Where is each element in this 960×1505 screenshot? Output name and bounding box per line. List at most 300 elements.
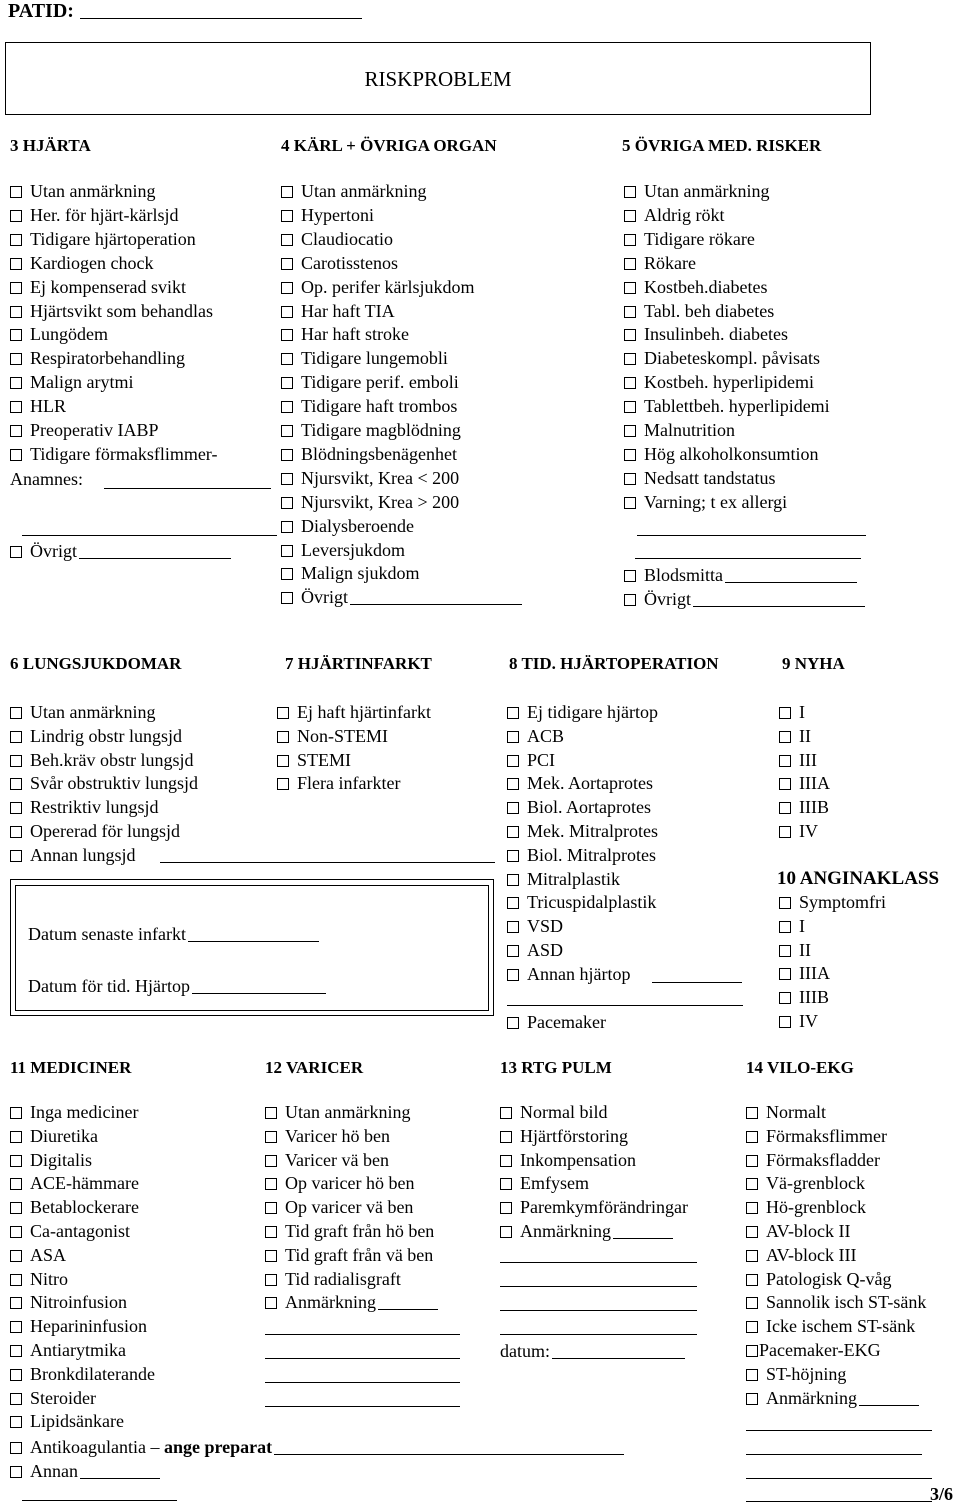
section8-item[interactable] [507,916,563,936]
checkbox-icon[interactable] [277,731,289,743]
section11-item[interactable] [10,1269,68,1289]
checkbox-icon[interactable] [265,1250,277,1262]
anticoagulant-field[interactable] [274,1438,624,1455]
section11-item[interactable] [10,1388,96,1408]
section12-item[interactable] [265,1126,390,1146]
checkbox-icon[interactable] [281,473,293,485]
anamnes-field-2[interactable] [22,535,277,536]
section14-item[interactable] [746,1292,926,1312]
checkbox-icon[interactable] [10,1226,22,1238]
section-14-blank-line-2[interactable] [746,1454,922,1455]
section8-item[interactable] [507,750,555,770]
section5-item[interactable] [624,253,696,273]
checkbox-icon[interactable] [746,1274,758,1286]
checkbox-icon[interactable] [281,545,293,557]
section12-item-field[interactable] [378,1293,438,1310]
checkbox-icon[interactable] [779,992,791,1004]
section3-item[interactable] [10,205,178,225]
checkbox-icon[interactable] [281,258,293,270]
checkbox-icon[interactable] [624,449,636,461]
checkbox-icon[interactable] [10,1393,22,1405]
section-12-blank-line-1[interactable] [265,1334,460,1335]
section9-item[interactable] [779,821,818,841]
section14-item[interactable] [746,1173,865,1193]
checkbox-icon[interactable] [10,1442,22,1454]
checkbox-icon[interactable] [265,1274,277,1286]
section3-item[interactable] [10,181,155,201]
anamnes-label: Anamnes: [10,469,83,489]
section-11-blank-line[interactable] [22,1500,177,1501]
checkbox-icon[interactable] [507,707,519,719]
section5-item[interactable] [624,229,755,249]
section7-item[interactable] [277,773,400,793]
section6-item[interactable] [10,797,159,817]
section9-item[interactable] [779,797,829,817]
checkbox-icon[interactable] [281,186,293,198]
section8-item[interactable] [507,797,651,817]
section4-item[interactable] [281,181,426,201]
section14-item[interactable] [746,1364,846,1384]
section11-item[interactable] [10,1316,147,1336]
checkbox-icon[interactable] [281,497,293,509]
section3-item[interactable] [10,253,153,273]
section13-item[interactable] [500,1173,589,1193]
checkbox-icon[interactable] [281,329,293,341]
section4-item[interactable] [281,372,459,392]
checkbox-icon[interactable] [624,234,636,246]
checkbox-icon[interactable] [746,1345,758,1357]
checkbox-icon[interactable] [265,1202,277,1214]
section4-item[interactable] [281,205,374,225]
latest-infarct-date-field[interactable] [188,925,319,942]
checkbox-icon[interactable] [281,521,293,533]
section13-item[interactable] [500,1197,688,1217]
section4-item[interactable] [281,396,457,416]
section4-item[interactable] [281,444,457,464]
section14-item[interactable] [746,1197,866,1217]
checkbox-icon[interactable] [10,778,22,790]
checkbox-icon[interactable] [265,1155,277,1167]
section8-item[interactable] [507,702,658,722]
section4-item[interactable] [281,324,409,344]
checkbox-icon[interactable] [10,546,22,558]
section3-item[interactable] [10,372,133,392]
checkbox-icon[interactable] [779,802,791,814]
checkbox-icon[interactable] [10,1178,22,1190]
section5-item[interactable] [624,492,787,512]
section11-item[interactable] [10,1150,92,1170]
section-8-blank-line[interactable] [507,1005,743,1006]
section13-item[interactable] [500,1221,673,1241]
checkbox-icon[interactable] [10,234,22,246]
section3-item[interactable] [10,444,217,464]
checkbox-icon[interactable] [507,826,519,838]
checkbox-icon[interactable] [10,401,22,413]
checkbox-icon[interactable] [281,353,293,365]
section10-item[interactable] [779,963,830,983]
checkbox-icon[interactable] [281,592,293,604]
section14-item[interactable] [746,1150,880,1170]
checkbox-icon[interactable] [10,826,22,838]
checkbox-icon[interactable] [624,186,636,198]
section9-item[interactable] [779,702,805,722]
checkbox-icon[interactable] [10,1297,22,1309]
section4-item-label: Malign sjukdom [301,563,420,584]
checkbox-icon[interactable] [500,1155,512,1167]
checkbox-icon[interactable] [624,401,636,413]
checkbox-icon[interactable] [746,1202,758,1214]
section12-item[interactable] [265,1150,389,1170]
checkbox-icon[interactable] [500,1107,512,1119]
checkbox-icon[interactable] [779,921,791,933]
checkbox-icon[interactable] [10,755,22,767]
section-14-blank-line-4[interactable] [746,1501,932,1502]
section-3-other-field[interactable] [79,542,231,559]
section4-item[interactable] [281,563,420,583]
section4-item[interactable] [281,420,461,440]
checkbox-icon[interactable] [507,731,519,743]
section8-item[interactable] [507,892,656,912]
checkbox-icon[interactable] [507,969,519,981]
checkbox-icon[interactable] [277,778,289,790]
section5-item[interactable] [624,277,767,297]
section6-item[interactable] [10,773,198,793]
checkbox-icon[interactable] [779,778,791,790]
section-13-blank-line-1[interactable] [500,1262,697,1263]
section11-item[interactable] [10,1173,139,1193]
checkbox-icon[interactable] [10,802,22,814]
checkbox-icon[interactable] [624,594,636,606]
section5-item[interactable] [624,181,769,201]
section3-item[interactable] [10,348,185,368]
checkbox-icon[interactable] [624,473,636,485]
section-3-other[interactable] [10,541,231,561]
checkbox-icon[interactable] [281,377,293,389]
checkbox-icon[interactable] [746,1321,758,1333]
checkbox-icon[interactable] [500,1202,512,1214]
section-12-blank-line-2[interactable] [265,1358,460,1359]
section3-item[interactable] [10,277,186,297]
checkbox-icon[interactable] [265,1226,277,1238]
checkbox-icon[interactable] [507,778,519,790]
checkbox-icon[interactable] [624,282,636,294]
section12-item[interactable] [265,1173,414,1193]
section-5-blank-line-2[interactable] [635,558,861,559]
section7-item[interactable] [277,750,351,770]
section4-item[interactable] [281,516,414,536]
section-13-blank-line-3[interactable] [500,1310,697,1311]
checkbox-icon[interactable] [624,377,636,389]
checkbox-icon[interactable] [265,1178,277,1190]
section5-item[interactable] [624,348,820,368]
blood-infection-field[interactable] [725,566,857,583]
section14-item-label: AV-block III [766,1244,857,1265]
rtg-date-field[interactable] [552,1342,685,1359]
section4-item[interactable] [281,301,395,321]
section14-item-label: Vä-grenblock [766,1173,865,1194]
section8-item[interactable] [507,940,563,960]
section10-item[interactable] [779,1011,818,1031]
section6-item[interactable] [10,726,182,746]
checkbox-icon[interactable] [779,945,791,957]
checkbox-icon[interactable] [507,921,519,933]
section7-item[interactable] [277,702,431,722]
checkbox-icon[interactable] [746,1107,758,1119]
section11-item[interactable] [10,1221,130,1241]
section9-item-label: IV [799,821,818,841]
section3-item[interactable] [10,229,196,249]
checkbox-icon[interactable] [746,1297,758,1309]
section11-item[interactable] [10,1364,155,1384]
section11-item[interactable] [10,1197,139,1217]
section12-item[interactable] [265,1292,438,1312]
section13-item-field[interactable] [613,1222,673,1239]
section13-item-label: Hjärtförstoring [520,1125,628,1146]
anamnes-field[interactable] [104,488,271,489]
checkbox-icon[interactable] [746,1393,758,1405]
checkbox-icon[interactable] [779,897,791,909]
checkbox-icon[interactable] [10,186,22,198]
section12-item[interactable] [265,1197,413,1217]
section14-item[interactable] [746,1245,857,1265]
section-5-other-field[interactable] [693,590,865,607]
checkbox-icon[interactable] [10,258,22,270]
section14-item[interactable] [746,1102,826,1122]
checkbox-icon[interactable] [281,568,293,580]
section14-item-field[interactable] [859,1389,919,1406]
section9-item-label: III [799,749,817,770]
checkbox-icon[interactable] [10,1369,22,1381]
checkbox-icon[interactable] [10,1202,22,1214]
checkbox-icon[interactable] [507,755,519,767]
checkbox-icon[interactable] [500,1131,512,1143]
section5-item[interactable] [624,324,788,344]
checkbox-icon[interactable] [281,282,293,294]
section14-item[interactable] [746,1388,919,1408]
checkbox-icon[interactable] [500,1226,512,1238]
section9-item[interactable] [779,726,811,746]
checkbox-icon[interactable] [281,234,293,246]
section8-item[interactable] [507,726,564,746]
section14-item[interactable] [746,1269,892,1289]
section11-item[interactable] [10,1126,98,1146]
checkbox-icon[interactable] [10,377,22,389]
section8-item[interactable] [507,845,656,865]
section6-item[interactable] [10,750,194,770]
checkbox-icon[interactable] [281,401,293,413]
checkbox-icon[interactable] [746,1178,758,1190]
section7-item[interactable] [277,726,388,746]
section3-item[interactable] [10,301,213,321]
checkbox-icon[interactable] [281,210,293,222]
checkbox-icon[interactable] [779,968,791,980]
section4-item[interactable] [281,277,474,297]
anticoagulant-item[interactable] [10,1437,624,1457]
checkbox-icon[interactable] [500,1178,512,1190]
section12-item[interactable] [265,1245,433,1265]
section9-item[interactable] [779,773,830,793]
section6-item-label: Annan lungsjd [30,844,136,865]
section3-item[interactable] [10,396,66,416]
checkbox-icon[interactable] [10,850,22,862]
checkbox-icon[interactable] [10,1466,22,1478]
checkbox-icon[interactable] [507,945,519,957]
checkbox-icon[interactable] [779,1016,791,1028]
section-12-blank-line-4[interactable] [265,1406,460,1407]
checkbox-icon[interactable] [507,1017,519,1029]
blood-infection-item[interactable] [624,565,857,585]
section12-item-label: Anmärkning [285,1292,376,1313]
section6-item[interactable] [10,845,136,865]
section6-item[interactable] [10,821,180,841]
checkbox-icon[interactable] [10,1345,22,1357]
checkbox-icon[interactable] [624,570,636,582]
checkbox-icon[interactable] [624,306,636,318]
checkbox-icon[interactable] [281,425,293,437]
section4-item[interactable] [281,229,393,249]
section-11-other[interactable] [10,1461,160,1481]
checkbox-icon[interactable] [624,210,636,222]
checkbox-icon[interactable] [10,1321,22,1333]
section13-item[interactable] [500,1126,628,1146]
section-5-blank-line-1[interactable] [637,535,866,536]
checkbox-icon[interactable] [624,329,636,341]
checkbox-icon[interactable] [10,1250,22,1262]
section11-item[interactable] [10,1102,138,1122]
section13-item[interactable] [500,1102,608,1122]
section14-item[interactable] [746,1221,851,1241]
section3-item[interactable] [10,324,108,344]
section-14-blank-line-1[interactable] [746,1430,932,1431]
checkbox-icon[interactable] [281,449,293,461]
checkbox-icon[interactable] [507,897,519,909]
section5-item[interactable] [624,396,830,416]
checkbox-icon[interactable] [779,826,791,838]
section4-item[interactable] [281,468,459,488]
checkbox-icon[interactable] [265,1131,277,1143]
checkbox-icon[interactable] [10,707,22,719]
section10-item[interactable] [779,892,886,912]
checkbox-icon[interactable] [10,306,22,318]
section5-item[interactable] [624,420,735,440]
section-11-other-field[interactable] [80,1462,160,1479]
checkbox-icon[interactable] [265,1297,277,1309]
checkbox-icon[interactable] [265,1107,277,1119]
section11-item[interactable] [10,1245,66,1265]
checkbox-icon[interactable] [10,731,22,743]
checkbox-icon[interactable] [277,755,289,767]
section12-item[interactable] [265,1102,410,1122]
section3-item-label: Respiratorbehandling [30,348,185,369]
checkbox-icon[interactable] [10,210,22,222]
checkbox-icon[interactable] [10,1107,22,1119]
section8-item[interactable] [507,773,653,793]
section-13-blank-line-4[interactable] [500,1334,697,1335]
pacemaker-item[interactable] [507,1012,606,1032]
checkbox-icon[interactable] [10,353,22,365]
section5-item[interactable] [624,444,819,464]
section-13-blank-line-2[interactable] [500,1286,697,1287]
checkbox-icon[interactable] [624,425,636,437]
checkbox-icon[interactable] [281,306,293,318]
other-heart-op-field[interactable] [652,982,742,983]
checkbox-icon[interactable] [277,707,289,719]
section4-item[interactable] [281,253,398,273]
section8-item[interactable] [507,869,620,889]
section11-item[interactable] [10,1340,126,1360]
checkbox-icon[interactable] [10,1416,22,1428]
checkbox-icon[interactable] [10,425,22,437]
checkbox-icon[interactable] [10,329,22,341]
section10-item[interactable] [779,916,805,936]
checkbox-icon[interactable] [746,1369,758,1381]
section12-item[interactable] [265,1269,401,1289]
checkbox-icon[interactable] [507,850,519,862]
section-5-other[interactable] [624,589,865,609]
section-14-blank-line-3[interactable] [746,1478,932,1479]
section4-item[interactable] [281,492,459,512]
section6-item[interactable] [10,702,155,722]
checkbox-icon[interactable] [10,449,22,461]
section4-item[interactable] [281,348,448,368]
section-6-header: 6 LUNGSJUKDOMAR [10,654,182,673]
patient-id-field[interactable] [80,18,362,19]
section9-item[interactable] [779,750,817,770]
checkbox-icon[interactable] [507,874,519,886]
checkbox-icon[interactable] [507,802,519,814]
checkbox-icon[interactable] [10,1155,22,1167]
section3-item[interactable] [10,420,158,440]
section8-item[interactable] [507,964,632,984]
other-lung-disease-field[interactable] [160,862,495,863]
section13-item-label: Anmärkning [520,1221,611,1241]
checkbox-icon[interactable] [10,1274,22,1286]
checkbox-icon[interactable] [746,1131,758,1143]
section12-item-label: Varicer vä ben [285,1149,389,1170]
section4-item-field[interactable] [350,588,522,605]
section5-item[interactable] [624,205,725,225]
checkbox-icon[interactable] [779,731,791,743]
checkbox-icon[interactable] [746,1226,758,1238]
section11-item[interactable] [10,1411,124,1431]
section14-item[interactable] [746,1126,887,1146]
section8-item[interactable] [507,821,658,841]
checkbox-icon[interactable] [624,353,636,365]
checkbox-icon[interactable] [10,1131,22,1143]
section5-item[interactable] [624,468,775,488]
section4-item[interactable] [281,540,405,560]
checkbox-icon[interactable] [624,497,636,509]
checkbox-icon[interactable] [10,282,22,294]
checkbox-icon[interactable] [624,258,636,270]
section14-item[interactable] [746,1340,881,1360]
section14-item[interactable] [746,1316,915,1336]
section12-item[interactable] [265,1221,434,1241]
previous-heart-op-date-field[interactable] [192,977,326,994]
section5-item[interactable] [624,372,814,392]
section11-item[interactable] [10,1292,127,1312]
section10-item[interactable] [779,987,829,1007]
checkbox-icon[interactable] [746,1250,758,1262]
checkbox-icon[interactable] [746,1155,758,1167]
checkbox-icon[interactable] [779,755,791,767]
section5-item[interactable] [624,301,774,321]
checkbox-icon[interactable] [779,707,791,719]
section10-item[interactable] [779,940,811,960]
section-12-blank-line-3[interactable] [265,1382,460,1383]
section4-item[interactable] [281,587,522,607]
section13-item[interactable] [500,1150,636,1170]
